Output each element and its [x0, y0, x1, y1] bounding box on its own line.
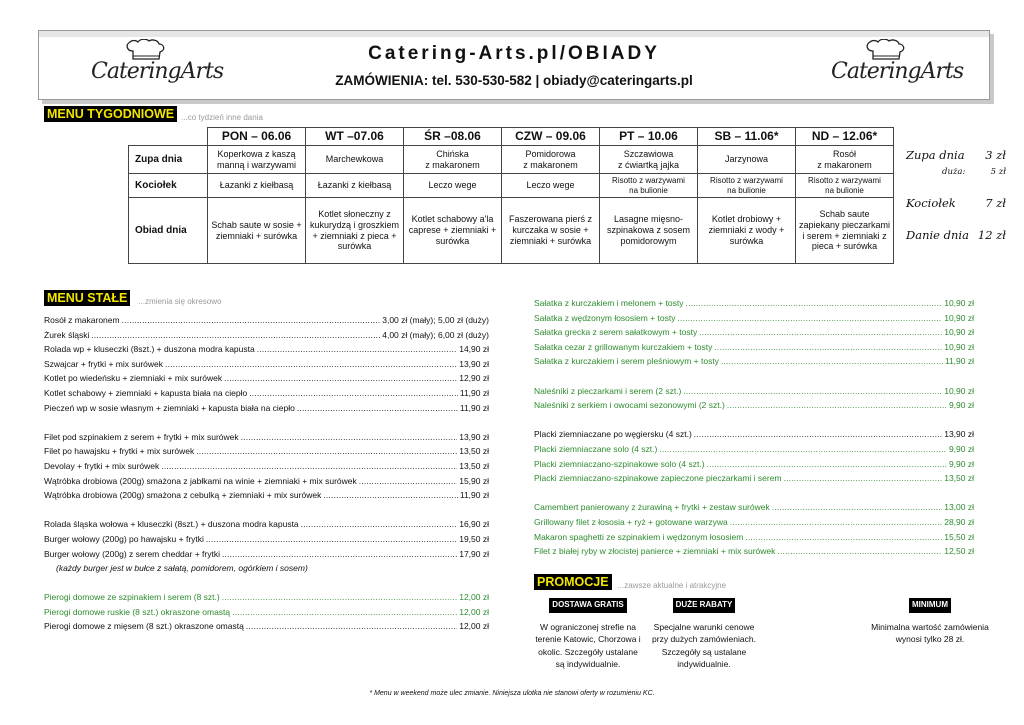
menu-item-name: Wątróbka drobiowa (200g) smażona z jabłkami na winie + ziemniaki + mix surówek [44, 475, 357, 486]
promo-heading: DUŻE RABATY [673, 598, 736, 613]
menu-item [534, 500, 974, 515]
menu-item-price: 12,00 zł [459, 621, 489, 632]
menu-item-price: 11,90 zł [459, 387, 489, 398]
promo-text: Minimalna wartość zamówienia wynosi tylko 28 zł. [871, 621, 989, 644]
menu-item [44, 488, 489, 503]
menu-item-name: Kotlet schabowy + ziemniaki + kapusta biała na ciepło [44, 387, 248, 398]
menu-item-price: 9,90 zł [948, 400, 974, 411]
dot-leader [659, 442, 947, 457]
menu-item-price: 11,90 zł [944, 356, 974, 367]
dish-subtext: z ćwiartką jajka [617, 159, 680, 170]
footer-note: * Menu w weekend może ulec zmianie. Niniejsza ulotka nie stanowi oferty w rozumieniu KC. [369, 690, 655, 697]
menu-item [44, 444, 489, 459]
menu-cell [306, 146, 404, 174]
dish-subtext: na bulionie [727, 185, 766, 195]
menu-item-name: Rosół z makaronem [44, 315, 120, 325]
dish-text: Jarzynowa [724, 154, 769, 165]
menu-item [534, 384, 974, 399]
menu-item-name: Sałatka z wędzonym łososiem + tosty [534, 312, 676, 323]
weekly-menu-label [44, 106, 263, 122]
dot-leader [714, 340, 942, 355]
dish-text: Risotto z warzywami [710, 175, 783, 185]
dish-text: Lasagne mięsno-szpinakowa z sosem pomidorowym [606, 214, 691, 246]
menu-item [534, 325, 974, 340]
fixed-menu-note: ...zmienia się okresowo [138, 297, 222, 306]
price-kociolek [906, 196, 1006, 210]
dot-leader [122, 313, 381, 328]
menu-cell [404, 146, 502, 174]
menu-item-name: Sałatka cezar z grillowanym kurczakiem + tosty [534, 341, 713, 352]
dot-leader [359, 474, 457, 489]
dish-subtext: z makaronem [817, 159, 872, 170]
day-header: PT – 10.06 [600, 128, 698, 146]
day-header: WT –07.06 [306, 128, 404, 146]
dot-leader [699, 325, 942, 340]
menu-item-price: 13,50 zł [459, 460, 489, 471]
menu-item [44, 605, 489, 620]
logo-text: CateringArts [91, 59, 224, 84]
menu-item-price: 10,90 zł [944, 312, 974, 323]
menu-cell [796, 146, 894, 174]
dot-leader [727, 398, 947, 413]
list-note: (każdy burger jest w bułce z sałatą, pomidorem, ogórkiem i sosem) [56, 563, 308, 574]
dot-leader [222, 590, 457, 605]
menu-item [44, 386, 489, 401]
header-top-bar [39, 31, 989, 37]
dot-leader [745, 530, 942, 545]
day-header: ND – 12.06* [796, 128, 894, 146]
promo-text: Specjalne warunki cenowe przy dużych zamówieniach. Szczegóły są ustalane indywidualnie. [652, 621, 756, 669]
menu-item-name: Sałatka grecka z serem sałatkowym + tosty [534, 327, 698, 338]
promo-label [534, 574, 726, 590]
price-value: 12 zł [977, 228, 1006, 242]
dot-leader [772, 500, 942, 515]
menu-item-price: 17,90 zł [459, 548, 489, 559]
dish-text: Kotlet słoneczny z kukurydzą i groszkiem + ziemniaki z pieca + surówka [309, 208, 400, 252]
menu-item-price: 13,90 zł [459, 431, 489, 442]
menu-item-price: 13,90 zł [944, 429, 974, 440]
menu-cell [600, 198, 698, 264]
menu-cell [600, 174, 698, 198]
menu-item-price: 15,50 zł [944, 531, 974, 542]
menu-cell [208, 198, 306, 264]
fixed-menu-right-list [534, 296, 974, 559]
menu-item [44, 532, 489, 547]
row-header: Obiad dnia [129, 198, 208, 264]
menu-item-name: Pierogi domowe ze szpinakiem i serem (8 szt.) [44, 592, 220, 603]
dot-leader [232, 605, 457, 620]
price-soup [906, 148, 1006, 162]
list-spacer [44, 503, 489, 518]
price-value: 3 zł [985, 148, 1006, 162]
menu-item-name: Rolada śląska wołowa + kluseczki (8szt.) + duszona modra kapusta [44, 519, 299, 530]
menu-item [534, 354, 974, 369]
dish-text: Koperkowa z kaszą manną i warzywami [216, 148, 297, 170]
table-row [129, 146, 894, 174]
dish-text: Łazanki z kiełbasą [219, 180, 294, 191]
menu-cell [796, 174, 894, 198]
promo-heading: DOSTAWA GRATIS [549, 598, 626, 613]
fixed-menu-badge: MENU STAŁE [44, 290, 130, 306]
promo-discounts [652, 598, 756, 671]
menu-item-name: Camembert panierowany z żurawiną + frytki + zestaw surówek [534, 502, 770, 513]
promo-text: W ograniczonej strefie na terenie Katowic, Chorzowa i okolic. Szczegóły ustalane są indywidualnie. [535, 621, 641, 669]
dot-leader [206, 532, 457, 547]
menu-cell [306, 174, 404, 198]
promo-delivery [534, 598, 642, 671]
menu-item-name: Devolay + frytki + mix surówek [44, 460, 160, 471]
menu-cell [208, 146, 306, 174]
menu-item [44, 590, 489, 605]
price-label: Zupa dnia [906, 148, 965, 162]
menu-item-price: 14,90 zł [459, 344, 489, 355]
menu-item [534, 530, 974, 545]
menu-item [44, 328, 489, 343]
menu-item-price: 3,00 zł (mały); 5,00 zł (duży) [382, 315, 489, 325]
dot-leader [222, 547, 457, 562]
dot-leader [686, 296, 943, 311]
logo-text: CateringArts [831, 59, 964, 84]
menu-item-price: 12,00 zł [459, 606, 489, 617]
menu-item-name: Filet z białej ryby w złocistej panierce + ziemniaki + mix surówek [534, 546, 776, 557]
dot-leader [91, 328, 380, 343]
menu-item [534, 471, 974, 486]
fixed-menu-left-list [44, 313, 489, 634]
dot-leader [777, 544, 942, 559]
menu-item-name: Pieczeń wp w sosie własnym + ziemniaki + kapusta biała na ciepło [44, 402, 295, 413]
page-title: Catering-Arts.pl/OBIADY [368, 43, 660, 64]
menu-item-price: 12,90 zł [459, 373, 489, 384]
menu-item-name: Żurek śląski [44, 329, 90, 340]
menu-item-price: 10,90 zł [944, 341, 974, 352]
price-label: Danie dnia [906, 228, 969, 242]
menu-item [534, 311, 974, 326]
dot-leader [165, 357, 457, 372]
menu-item-name: Grillowany filet z łososia + ryż + gotowane warzywa [534, 516, 728, 527]
price-label: duża: [942, 167, 966, 177]
menu-item [534, 427, 974, 442]
dot-leader [249, 386, 458, 401]
menu-item-price: 9,90 zł [948, 458, 974, 469]
menu-item-name: Pierogi domowe z mięsem (8 szt.) okraszone omastą [44, 621, 244, 632]
day-header: ŚR –08.06 [404, 128, 502, 146]
dish-text: Kotlet drobiowy + ziemniaki z wody + surówka [708, 214, 785, 246]
menu-item-name: Wątróbka drobiowa (200g) smażona z cebulką + ziemniaki + mix surówek [44, 490, 322, 501]
menu-item-name: Placki ziemniaczane solo (4 szt.) [534, 443, 658, 454]
dot-leader [196, 444, 457, 459]
menu-cell [404, 174, 502, 198]
menu-item-price: 10,90 zł [944, 385, 974, 396]
menu-item [534, 515, 974, 530]
dish-text: Chińska [436, 148, 469, 159]
menu-item-price: 12,00 zł [459, 592, 489, 603]
dot-leader [241, 430, 458, 445]
menu-item-name: Filet po hawajsku + frytki + mix surówek [44, 446, 195, 457]
menu-item [44, 474, 489, 489]
menu-cell [600, 146, 698, 174]
menu-cell [502, 174, 600, 198]
menu-item [44, 357, 489, 372]
menu-item-price: 9,90 zł [948, 443, 974, 454]
day-header: SB – 11.06* [698, 128, 796, 146]
menu-item [534, 442, 974, 457]
dish-subtext: z makaronem [425, 159, 480, 170]
price-soup-large [942, 167, 1006, 177]
menu-cell [698, 174, 796, 198]
menu-item-price: 13,90 zł [459, 358, 489, 369]
weekly-menu-note: ...co tydzień inne dania [181, 113, 263, 122]
menu-cell [208, 174, 306, 198]
dot-leader [257, 342, 458, 357]
weekly-menu-badge: MENU TYGODNIOWE [44, 106, 177, 122]
menu-item-name: Burger wołowy (200g) z serem cheddar + frytki [44, 548, 220, 559]
dot-leader [246, 619, 457, 634]
menu-item-name: Rolada wp + kluseczki (8szt.) + duszona modra kapusta [44, 344, 255, 355]
fixed-menu-label [44, 290, 221, 306]
dish-subtext: z makaronem [523, 159, 578, 170]
menu-item [534, 457, 974, 472]
menu-item [534, 398, 974, 413]
dish-subtext: na bulionie [629, 185, 668, 195]
menu-item [44, 430, 489, 445]
dish-text: Kotlet schabowy a'la caprese + ziemniaki + surówka [408, 214, 497, 246]
dot-leader [161, 459, 457, 474]
dish-text: Risotto z warzywami [808, 175, 881, 185]
menu-cell [502, 198, 600, 264]
menu-item-price: 12,50 zł [944, 546, 974, 557]
menu-item-price: 13,00 zł [944, 502, 974, 513]
menu-cell [306, 198, 404, 264]
dot-leader [678, 311, 943, 326]
menu-item-name: Placki ziemniaczane po węgiersku (4 szt.) [534, 429, 692, 440]
list-spacer [534, 369, 974, 384]
menu-item [534, 296, 974, 311]
dish-text: Leczo wege [428, 180, 477, 191]
dish-text: Rosół [832, 148, 856, 159]
menu-item-name: Naleśniki z pieczarkami i serem (2 szt.) [534, 385, 682, 396]
menu-item-name: Sałatka z kurczakiem i melonem + tosty [534, 298, 684, 308]
menu-item-price: 28,90 zł [944, 516, 974, 527]
menu-item [44, 459, 489, 474]
menu-item-name: Szwajcar + frytki + mix surówek [44, 358, 164, 369]
weekly-menu-table [128, 127, 894, 264]
menu-cell [796, 198, 894, 264]
dot-leader [694, 427, 942, 442]
promo-minimum [870, 598, 990, 646]
header-box [38, 30, 990, 100]
dish-text: Leczo wege [526, 180, 575, 191]
dish-text: Schab saute w sosie + ziemniaki + surówka [211, 219, 302, 241]
price-label: Kociołek [906, 196, 956, 210]
menu-item-price: 16,90 zł [459, 519, 489, 530]
menu-item-price: 13,50 zł [459, 446, 489, 457]
menu-item-price: 10,90 zł [944, 298, 974, 308]
price-value: 5 zł [990, 167, 1006, 177]
dish-subtext: na bulionie [825, 185, 864, 195]
menu-item-price: 11,90 zł [459, 402, 489, 413]
menu-item-name: Makaron spaghetti ze szpinakiem i wędzonym łososiem [534, 531, 744, 542]
menu-item-price: 19,50 zł [459, 533, 489, 544]
row-header: Kociołek [129, 174, 208, 198]
dish-text: Risotto z warzywami [612, 175, 685, 185]
menu-item [44, 547, 489, 562]
dot-leader [707, 457, 947, 472]
menu-item-name: Pierogi domowe ruskie (8 szt.) okraszone omastą [44, 606, 231, 617]
row-header: Zupa dnia [129, 146, 208, 174]
table-header-row [129, 128, 894, 146]
menu-item-price: 13,50 zł [944, 473, 974, 484]
contact-line: ZAMÓWIENIA: tel. 530-530-582 | obiady@cateringarts.pl [335, 73, 693, 88]
promo-note: ...zawsze aktualne i atrakcyjne [617, 581, 727, 590]
menu-item-price: 4,00 zł (mały); 6,00 zł (duży) [382, 329, 489, 340]
menu-item-name: Naleśniki z serkiem i owocami sezonowymi (2 szt.) [534, 400, 725, 411]
menu-cell [404, 198, 502, 264]
dot-leader [683, 384, 942, 399]
dish-text: Łazanki z kiełbasą [317, 180, 392, 191]
dot-leader [297, 401, 458, 416]
day-header: PON – 06.06 [208, 128, 306, 146]
menu-cell [698, 146, 796, 174]
list-spacer [534, 413, 974, 428]
dot-leader [224, 371, 457, 386]
dot-leader [730, 515, 943, 530]
dot-leader [301, 517, 458, 532]
dish-text: Faszerowana pierś z kurczaka w sosie + ziemniaki + surówka [508, 214, 593, 246]
catering-arts-logo [829, 39, 964, 95]
menu-item-name: Filet pod szpinakiem z serem + frytki + mix surówek [44, 431, 239, 442]
list-spacer [44, 415, 489, 430]
list-spacer [44, 576, 489, 591]
menu-item-price: 11,90 zł [459, 490, 489, 501]
dish-text: Marchewkowa [325, 154, 384, 165]
price-value: 7 zł [985, 196, 1006, 210]
promo-heading: MINIMUM [909, 598, 951, 613]
menu-item-price: 10,90 zł [944, 327, 974, 338]
dish-text: Schab saute zapiekany pieczarkami i serem + ziemniaki z pieca + surówka [798, 208, 891, 252]
menu-item [44, 517, 489, 532]
day-header: CZW – 09.06 [502, 128, 600, 146]
menu-item [534, 340, 974, 355]
menu-cell [698, 198, 796, 264]
menu-item-name: Placki ziemniaczano-szpinakowe zapieczone pieczarkami i serem [534, 473, 782, 484]
dish-text: Pomidorowa [525, 148, 576, 159]
list-spacer [534, 486, 974, 501]
chef-hat-icon [863, 39, 909, 61]
menu-item-price: 15,90 zł [459, 475, 489, 486]
menu-item-name: Placki ziemniaczano-szpinakowe solo (4 szt.) [534, 458, 705, 469]
menu-item-name: Kotlet po wiedeńsku + ziemniaki + mix surówek [44, 373, 223, 384]
menu-item [44, 401, 489, 416]
price-daily-dish [906, 228, 1006, 242]
table-row [129, 198, 894, 264]
dish-text: Szczawiowa [623, 148, 674, 159]
menu-item [44, 342, 489, 357]
dot-leader [784, 471, 943, 486]
menu-item [44, 313, 489, 328]
menu-item [534, 544, 974, 559]
menu-cell [502, 146, 600, 174]
menu-item-name: Burger wołowy (200g) po hawajsku + frytki [44, 533, 204, 544]
dot-leader [721, 354, 943, 369]
menu-item [44, 371, 489, 386]
dot-leader [323, 488, 458, 503]
menu-item [44, 619, 489, 634]
menu-item-name: Sałatka z kurczakiem i serem pleśniowym + tosty [534, 356, 719, 367]
promo-badge: PROMOCJE [534, 574, 612, 590]
table-row [129, 174, 894, 198]
